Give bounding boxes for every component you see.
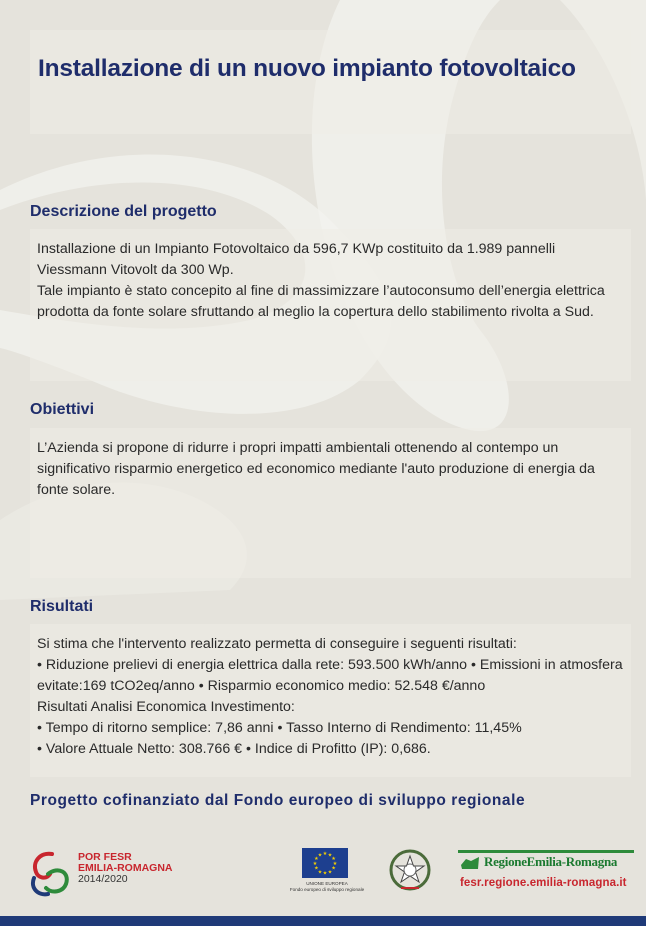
svg-text:★: ★ [327,869,333,876]
section-panel-obiettivi [30,428,631,578]
eu-caption-line2: Fondo europeo di sviluppo regionale [289,886,365,892]
section-text-descrizione [30,229,631,323]
bottom-bar [0,916,646,926]
por-fesr-swirl-icon [28,848,74,898]
svg-text:★: ★ [331,865,336,872]
paragraph: Risultati Analisi Economica Investimento: [37,699,295,715]
regione-map-icon [460,855,480,871]
svg-text:★: ★ [327,852,333,859]
svg-text:★: ★ [314,855,319,862]
svg-text:★: ★ [322,870,328,877]
svg-text:★: ★ [312,860,318,867]
paragraph: Si stima che l'intervento realizzato permetta di conseguire i seguenti risultati: [37,636,517,652]
paragraph: • Riduzione prelievi di energia elettrica dalla rete: 593.500 kWh/anno • Emissioni in atmosfera evitate:169 tCO2eq/anno • Risparmio economico medio: 52.548 €/anno [37,657,623,694]
por-fesr-line1: POR FESR [78,851,132,863]
regione-emilia-romagna-logo [458,850,634,896]
por-fesr-line3: 2014/2020 [78,873,128,885]
por-fesr-line2: EMILIA-ROMAGNA [78,862,173,874]
paragraph: • Tempo di ritorno semplice: 7,86 anni • Tasso Interno di Rendimento: 11,45% [37,720,522,736]
svg-text:★: ★ [314,865,319,872]
eu-caption [286,881,368,892]
svg-text:★: ★ [317,852,323,859]
paragraph: L’Azienda si propone di ridurre i propri impatti ambientali ottenendo al contempo un significativo risparmio energetico ed economico mediante l'auto produzione di energia da fonte solare. [37,440,595,498]
eu-logo [286,848,368,898]
paragraph: • Valore Attuale Netto: 308.766 € • Indice di Profitto (IP): 0,686. [37,741,431,757]
svg-text:★: ★ [322,851,328,857]
regione-url: fesr.regione.emilia-romagna.it [460,877,627,889]
svg-text:★: ★ [331,855,336,862]
section-heading-risultati: Risultati [30,598,94,615]
paragraph: Installazione di un Impianto Fotovoltaico da 596,7 KWp costituito da 1.989 pannelli Viessmann Vitovolt da 300 Wp. [37,241,556,278]
svg-text:★: ★ [332,860,338,867]
footer-logos [0,840,646,910]
cofinancing-statement: Progetto cofinanziato dal Fondo europeo di sviluppo regionale [30,792,526,809]
section-text-obiettivi [30,428,631,501]
paragraph: Tale impianto è stato concepito al fine di massimizzare l’autoconsumo dell’energia elettrica prodotta da fonte solare sfruttando al meglio la copertura dello stabilimento rivolta a Sud. [37,283,605,320]
por-fesr-logo [28,848,198,898]
page-title: Installazione di un nuovo impianto fotovoltaico [38,55,576,82]
regione-color-bar [458,850,634,853]
eu-flag-icon [302,848,348,878]
section-heading-descrizione: Descrizione del progetto [30,203,217,220]
section-panel-descrizione [30,229,631,381]
regione-name: RegioneEmilia-Romagna [484,854,618,869]
title-panel [30,30,631,134]
section-panel-risultati [30,624,631,777]
eu-caption-line1: UNIONE EUROPEA [306,881,348,886]
section-heading-obiettivi: Obiettivi [30,401,95,418]
italian-republic-emblem-icon [389,848,431,894]
por-fesr-text [78,852,173,885]
svg-text:★: ★ [317,869,323,876]
section-text-risultati [30,624,631,760]
